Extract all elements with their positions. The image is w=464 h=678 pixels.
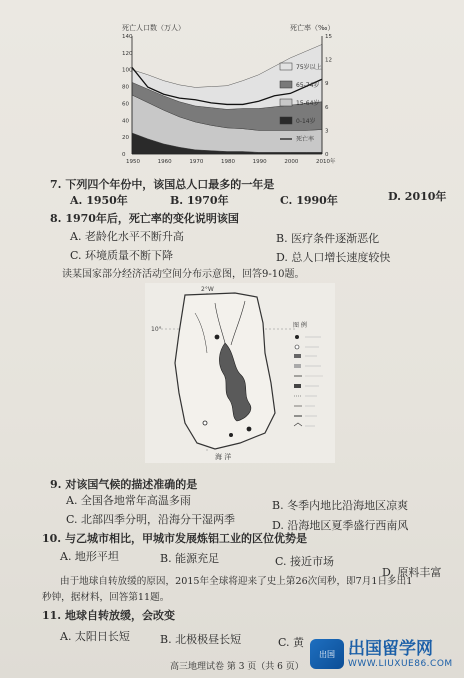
map-lat-label: 10° xyxy=(151,326,162,333)
y-left-tick-label: 0 xyxy=(122,152,126,158)
chart-areas xyxy=(132,44,322,154)
y-right-tick-label: 9 xyxy=(325,81,329,88)
x-tick-label: 1960 xyxy=(157,159,172,165)
y-right-tick-label: 6 xyxy=(325,104,329,111)
q11-option-a[interactable]: A. 太阳日长短 xyxy=(60,630,130,643)
q9-option-a[interactable]: A. 全国各地常年高温多雨 xyxy=(66,494,191,507)
q8-stem: 8. 1970年后，死亡率的变化说明该国 xyxy=(50,212,239,225)
q7-option-d[interactable]: D. 2010年 xyxy=(388,190,447,203)
watermark-logo: 出国 xyxy=(310,639,344,669)
y-right-tick-label: 12 xyxy=(325,57,332,64)
q8-option-c[interactable]: C. 环境质量不断下降 xyxy=(70,249,174,262)
x-tick-label: 1990 xyxy=(252,159,267,165)
site-watermark[interactable] xyxy=(310,636,460,672)
q10-stem: 10. 与乙城市相比，甲城市发展炼铝工业的区位优势是 xyxy=(42,532,307,545)
y-left-tick-label: 80 xyxy=(122,84,129,91)
legend-swatch xyxy=(280,117,292,124)
legend-label: 死亡率 xyxy=(296,136,315,143)
x-tick-label: 2010年 xyxy=(316,159,336,165)
q10-option-c[interactable]: C. 接近市场 xyxy=(275,555,335,568)
x-tick-label: 2000 xyxy=(284,159,299,165)
y-left-tick-label: 20 xyxy=(122,135,129,142)
q9-stem: 9. 对该国气候的描述准确的是 xyxy=(50,478,198,491)
legend-label: 15-64岁 xyxy=(296,100,320,107)
q7-option-c[interactable]: C. 1990年 xyxy=(280,194,338,207)
chart-ylabel-right: 死亡率（‰） xyxy=(290,24,335,32)
y-right-tick-label: 3 xyxy=(325,128,329,135)
watermark-title: 出国留学网 xyxy=(348,638,433,659)
q9-option-c[interactable]: C. 北部四季分明，沿海分干湿两季 xyxy=(66,513,236,526)
y-left-tick-label: 140 xyxy=(122,34,133,40)
y-left-tick-label: 40 xyxy=(122,118,129,125)
q7-stem: 7. 下列四个年份中，该国总人口最多的一年是 xyxy=(50,178,275,191)
q8-option-b[interactable]: B. 医疗条件逐渐恶化 xyxy=(276,232,380,245)
map-legend-title: 图 例 xyxy=(293,322,307,329)
legend-label: 65-74岁 xyxy=(296,82,320,89)
x-tick-label: 1980 xyxy=(221,159,235,165)
chart-ylabel-left: 死亡人口数（万人） xyxy=(122,24,185,32)
page-footer: 高三地理试卷 第 3 页（共 6 页） xyxy=(170,662,304,672)
map-sea-label: 海 洋 xyxy=(215,453,232,461)
legend-swatch xyxy=(280,99,292,106)
leap-intro-line-2: 秒钟，据材料，回答第11题。 xyxy=(42,592,170,603)
x-tick-label: 1970 xyxy=(189,159,204,165)
death-population-chart xyxy=(112,20,352,168)
q9-option-d[interactable]: D. 沿海地区夏季盛行西南风 xyxy=(272,519,409,532)
q11-option-b[interactable]: B. 北极极昼长短 xyxy=(160,633,242,646)
map-intro: 读某国家部分经济活动空间分布示意图，回答9-10题。 xyxy=(62,269,305,280)
q8-option-a[interactable]: A. 老龄化水平不断升高 xyxy=(70,230,184,243)
legend-label: 75岁以上 xyxy=(296,64,322,71)
x-tick-label: 1950 xyxy=(126,159,140,165)
country-map xyxy=(145,283,335,463)
y-left-tick-label: 120 xyxy=(122,50,133,57)
q7-option-a[interactable]: A. 1950年 xyxy=(70,194,128,207)
leap-intro-line-1: 由于地球自转放缓的原因，2015年全球将迎来了史上第26次闰秒，即7月1日多出1 xyxy=(60,576,413,587)
legend-swatch xyxy=(280,81,292,88)
y-left-tick-label: 100 xyxy=(122,67,133,74)
y-left-tick-label: 60 xyxy=(122,101,129,108)
legend-label: 0-14岁 xyxy=(296,118,316,125)
map-lon-label: 2°W xyxy=(201,286,214,293)
legend-swatch xyxy=(280,63,292,70)
q7-option-b[interactable]: B. 1970年 xyxy=(170,194,229,207)
q11-option-c[interactable]: C. 黄 xyxy=(278,636,305,649)
q10-option-d[interactable]: D. 原料丰富 xyxy=(382,566,442,579)
y-right-tick-label: 0 xyxy=(325,152,329,158)
watermark-url: WWW.LIUXUE86.COM xyxy=(348,658,453,669)
q9-option-b[interactable]: B. 冬季内地比沿海地区凉爽 xyxy=(272,499,409,512)
y-right-tick-label: 15 xyxy=(325,34,332,40)
q10-option-a[interactable]: A. 地形平坦 xyxy=(60,550,119,563)
q11-stem: 11. 地球自转放缓，会改变 xyxy=(42,609,175,622)
q8-option-d[interactable]: D. 总人口增长速度较快 xyxy=(276,251,391,264)
q10-option-b[interactable]: B. 能源充足 xyxy=(160,552,220,565)
